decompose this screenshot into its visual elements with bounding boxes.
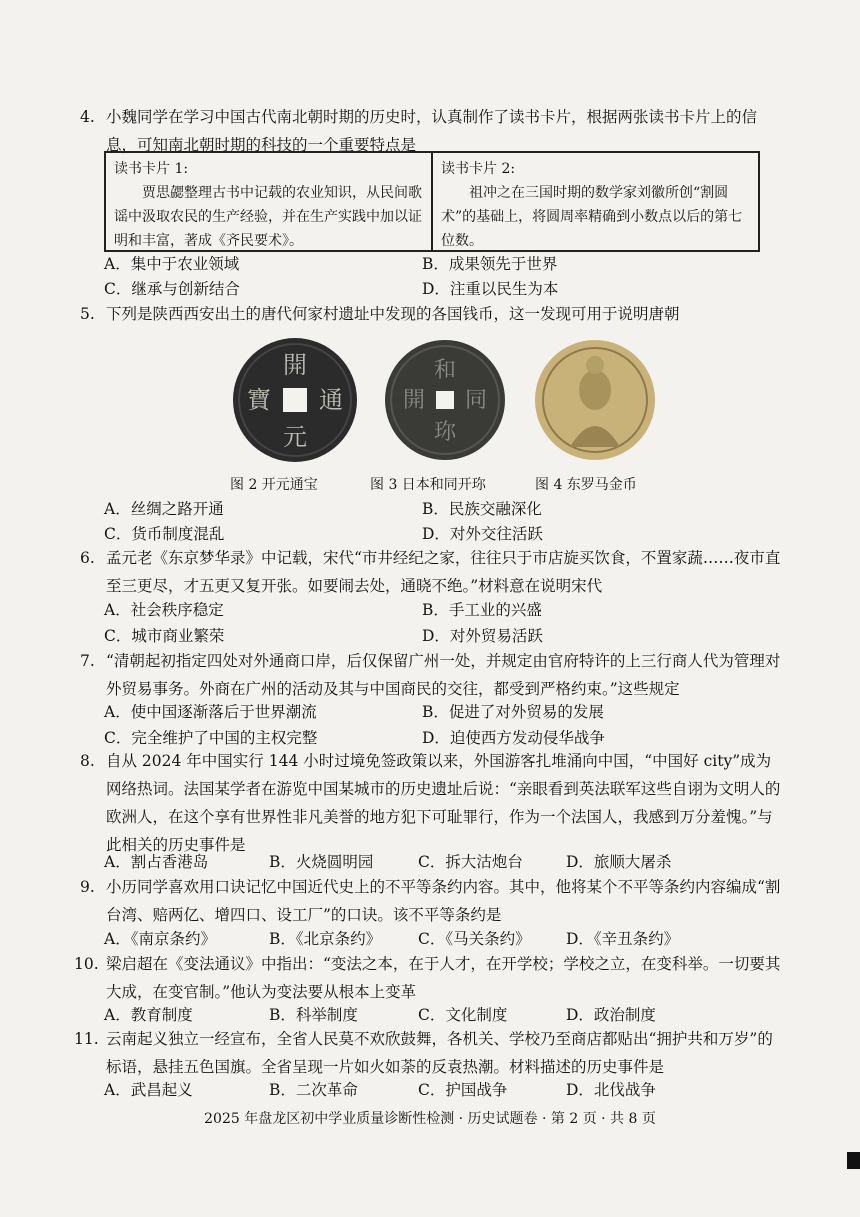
registration-mark: [847, 1152, 860, 1169]
option-c[interactable]: C．护国战争: [418, 1081, 508, 1099]
option-d[interactable]: D．旅顺大屠杀: [566, 853, 672, 871]
option-d[interactable]: D．北伐战争: [566, 1081, 656, 1099]
option-b[interactable]: B．成果领先于世界: [422, 255, 558, 273]
question-5: [80, 300, 786, 328]
option-d[interactable]: D．政治制度: [566, 1006, 656, 1024]
coin-char: 元: [283, 423, 307, 451]
option-b[interactable]: B．二次革命: [269, 1081, 358, 1099]
option-d[interactable]: D．注重以民生为本: [422, 280, 559, 298]
option-a[interactable]: A．割占香港岛: [104, 853, 209, 871]
figure-caption: 图 3 日本和同开珎: [370, 477, 486, 493]
question-text: 梁启超在《变法通议》中指出：“变法之本，在于人才，在开学校；学校之立，在变科举。一切要其大成，在变官制。”他认为变法要从根本上变革: [106, 955, 781, 1001]
question-number: 6.: [80, 549, 95, 567]
coin-char: 同: [464, 388, 488, 413]
option-d[interactable]: D．对外交往活跃: [422, 525, 543, 543]
question-text: 自从 2024 年中国实行 144 小时过境免签政策以来，外国游客扎堆涌向中国，“中国好 city”成为网络热词。法国某学者在游览中国某城市的历史遗址后说：“亲眼看到英法联军这些自诩为文明人的欧洲人，在这个享有世界性非凡美誉的地方犯下可耻罪行，作为一个法国人，我感到万分羞愧。”与此相关的历史事件是: [106, 752, 781, 854]
option-a[interactable]: A．教育制度: [104, 1006, 193, 1024]
wadokaichin-coin-image: [380, 335, 510, 465]
option-a[interactable]: A．武昌起义: [104, 1081, 193, 1099]
question-10: [74, 950, 786, 1006]
question-number: 11.: [74, 1030, 99, 1048]
card-title: 读书卡片 2:: [441, 161, 516, 177]
option-a[interactable]: A．社会秩序稳定: [104, 601, 224, 619]
byzantine-gold-coin-image: [530, 335, 660, 465]
option-b[interactable]: B．民族交融深化: [422, 500, 542, 518]
option-c[interactable]: C．继承与创新结合: [104, 280, 240, 298]
option-b[interactable]: B．促进了对外贸易的发展: [422, 703, 604, 721]
option-c[interactable]: C．完全维护了中国的主权完整: [104, 729, 318, 747]
question-text: 孟元老《东京梦华录》中记载，宋代“市井经纪之家，往往只于市店旋买饮食，不置家蔬……夜市直至三更尽，才五更又复开张。如要闹去处，通晓不绝。”材料意在说明宋代: [106, 549, 781, 595]
option-c[interactable]: C．拆大沽炮台: [418, 853, 523, 871]
question-7: [80, 647, 786, 703]
option-b[interactable]: B．科举制度: [269, 1006, 358, 1024]
coin-char: 珎: [433, 420, 457, 445]
option-b[interactable]: B．手工业的兴盛: [422, 601, 542, 619]
reading-cards: [104, 151, 760, 252]
kaiyuan-coin-image: [230, 335, 360, 465]
card-body: 祖冲之在三国时期的数学家刘徽所创“割圆术”的基础上，将圆周率精确到小数点以后的第七位数。: [441, 185, 743, 249]
coin-images: [230, 335, 670, 470]
question-number: 9.: [80, 878, 95, 896]
figure-caption: 图 4 东罗马金币: [535, 477, 637, 493]
option-c[interactable]: C．城市商业繁荣: [104, 627, 225, 645]
question-text: 云南起义独立一经宣布，全省人民莫不欢欣鼓舞，各机关、学校乃至商店都贴出“拥护共和万岁”的标语，悬挂五色国旗。全省呈现一片如火如荼的反袁热潮。材料描述的历史事件是: [106, 1030, 773, 1076]
options-row: [104, 1078, 784, 1104]
question-text: 下列是陕西西安出土的唐代何家村遗址中发现的各国钱币，这一发现可用于说明唐朝: [106, 305, 680, 323]
option-a[interactable]: A．使中国逐渐落后于世界潮流: [104, 703, 317, 721]
option-d[interactable]: D．《辛丑条约》: [566, 930, 680, 948]
question-11: [74, 1025, 786, 1081]
option-d[interactable]: D．迫使西方发动侵华战争: [422, 729, 605, 747]
option-c[interactable]: C．货币制度混乱: [104, 525, 225, 543]
question-number: 7.: [80, 652, 95, 670]
option-c[interactable]: C．《马关条约》: [418, 930, 531, 948]
option-b[interactable]: B．火烧圆明园: [269, 853, 374, 871]
page-footer: 2025 年盘龙区初中学业质量诊断性检测 · 历史试题卷 · 第 2 页 · 共 8 页: [204, 1111, 656, 1127]
question-text: “清朝起初指定四处对外通商口岸，后仅保留广州一处，并规定由官府特许的上三行商人代为管理对外贸易事务。外商在广州的活动及其与中国商民的交往，都受到严格约束。”这些规定: [106, 652, 781, 698]
question-6: [80, 544, 786, 600]
options-row: [104, 497, 784, 523]
option-a[interactable]: A．《南京条约》: [104, 930, 216, 948]
option-d[interactable]: D．对外贸易活跃: [422, 627, 543, 645]
options-row: [104, 700, 784, 726]
option-a[interactable]: A．丝绸之路开通: [104, 500, 224, 518]
question-number: 10.: [74, 955, 99, 973]
question-9: [80, 873, 786, 929]
question-number: 4.: [80, 108, 95, 126]
option-b[interactable]: B．《北京条约》: [269, 930, 382, 948]
coin-char: 寶: [247, 386, 271, 414]
coin-char: 開: [283, 351, 307, 379]
question-number: 8.: [80, 752, 95, 770]
card-title: 读书卡片 1:: [114, 161, 189, 177]
coin-char: 通: [319, 386, 343, 414]
coin-char: 開: [402, 388, 426, 413]
option-c[interactable]: C．文化制度: [418, 1006, 508, 1024]
question-text: 小魏同学在学习中国古代南北朝时期的历史时，认真制作了读书卡片，根据两张读书卡片上的信息，可知南北朝时期的科技的一个重要特点是: [106, 108, 758, 154]
option-a[interactable]: A．集中于农业领域: [104, 255, 240, 273]
coin-char: 和: [433, 358, 457, 383]
card-body: 贾思勰整理古书中记载的农业知识，从民间歌谣中汲取农民的生产经验，并在生产实践中加以证明和丰富，著成《齐民要术》。: [114, 185, 422, 249]
options-row: [104, 598, 784, 624]
reading-card-1: [106, 153, 431, 250]
options-row: [104, 252, 784, 278]
question-text: 小历同学喜欢用口诀记忆中国近代史上的不平等条约内容。其中，他将某个不平等条约内容编成“割台湾、赔两亿、增四口、设工厂”的口诀。该不平等条约是: [106, 878, 781, 924]
figure-caption: 图 2 开元通宝: [230, 477, 318, 493]
question-8: [80, 747, 786, 859]
question-number: 5.: [80, 305, 95, 323]
reading-card-2: [431, 153, 758, 250]
